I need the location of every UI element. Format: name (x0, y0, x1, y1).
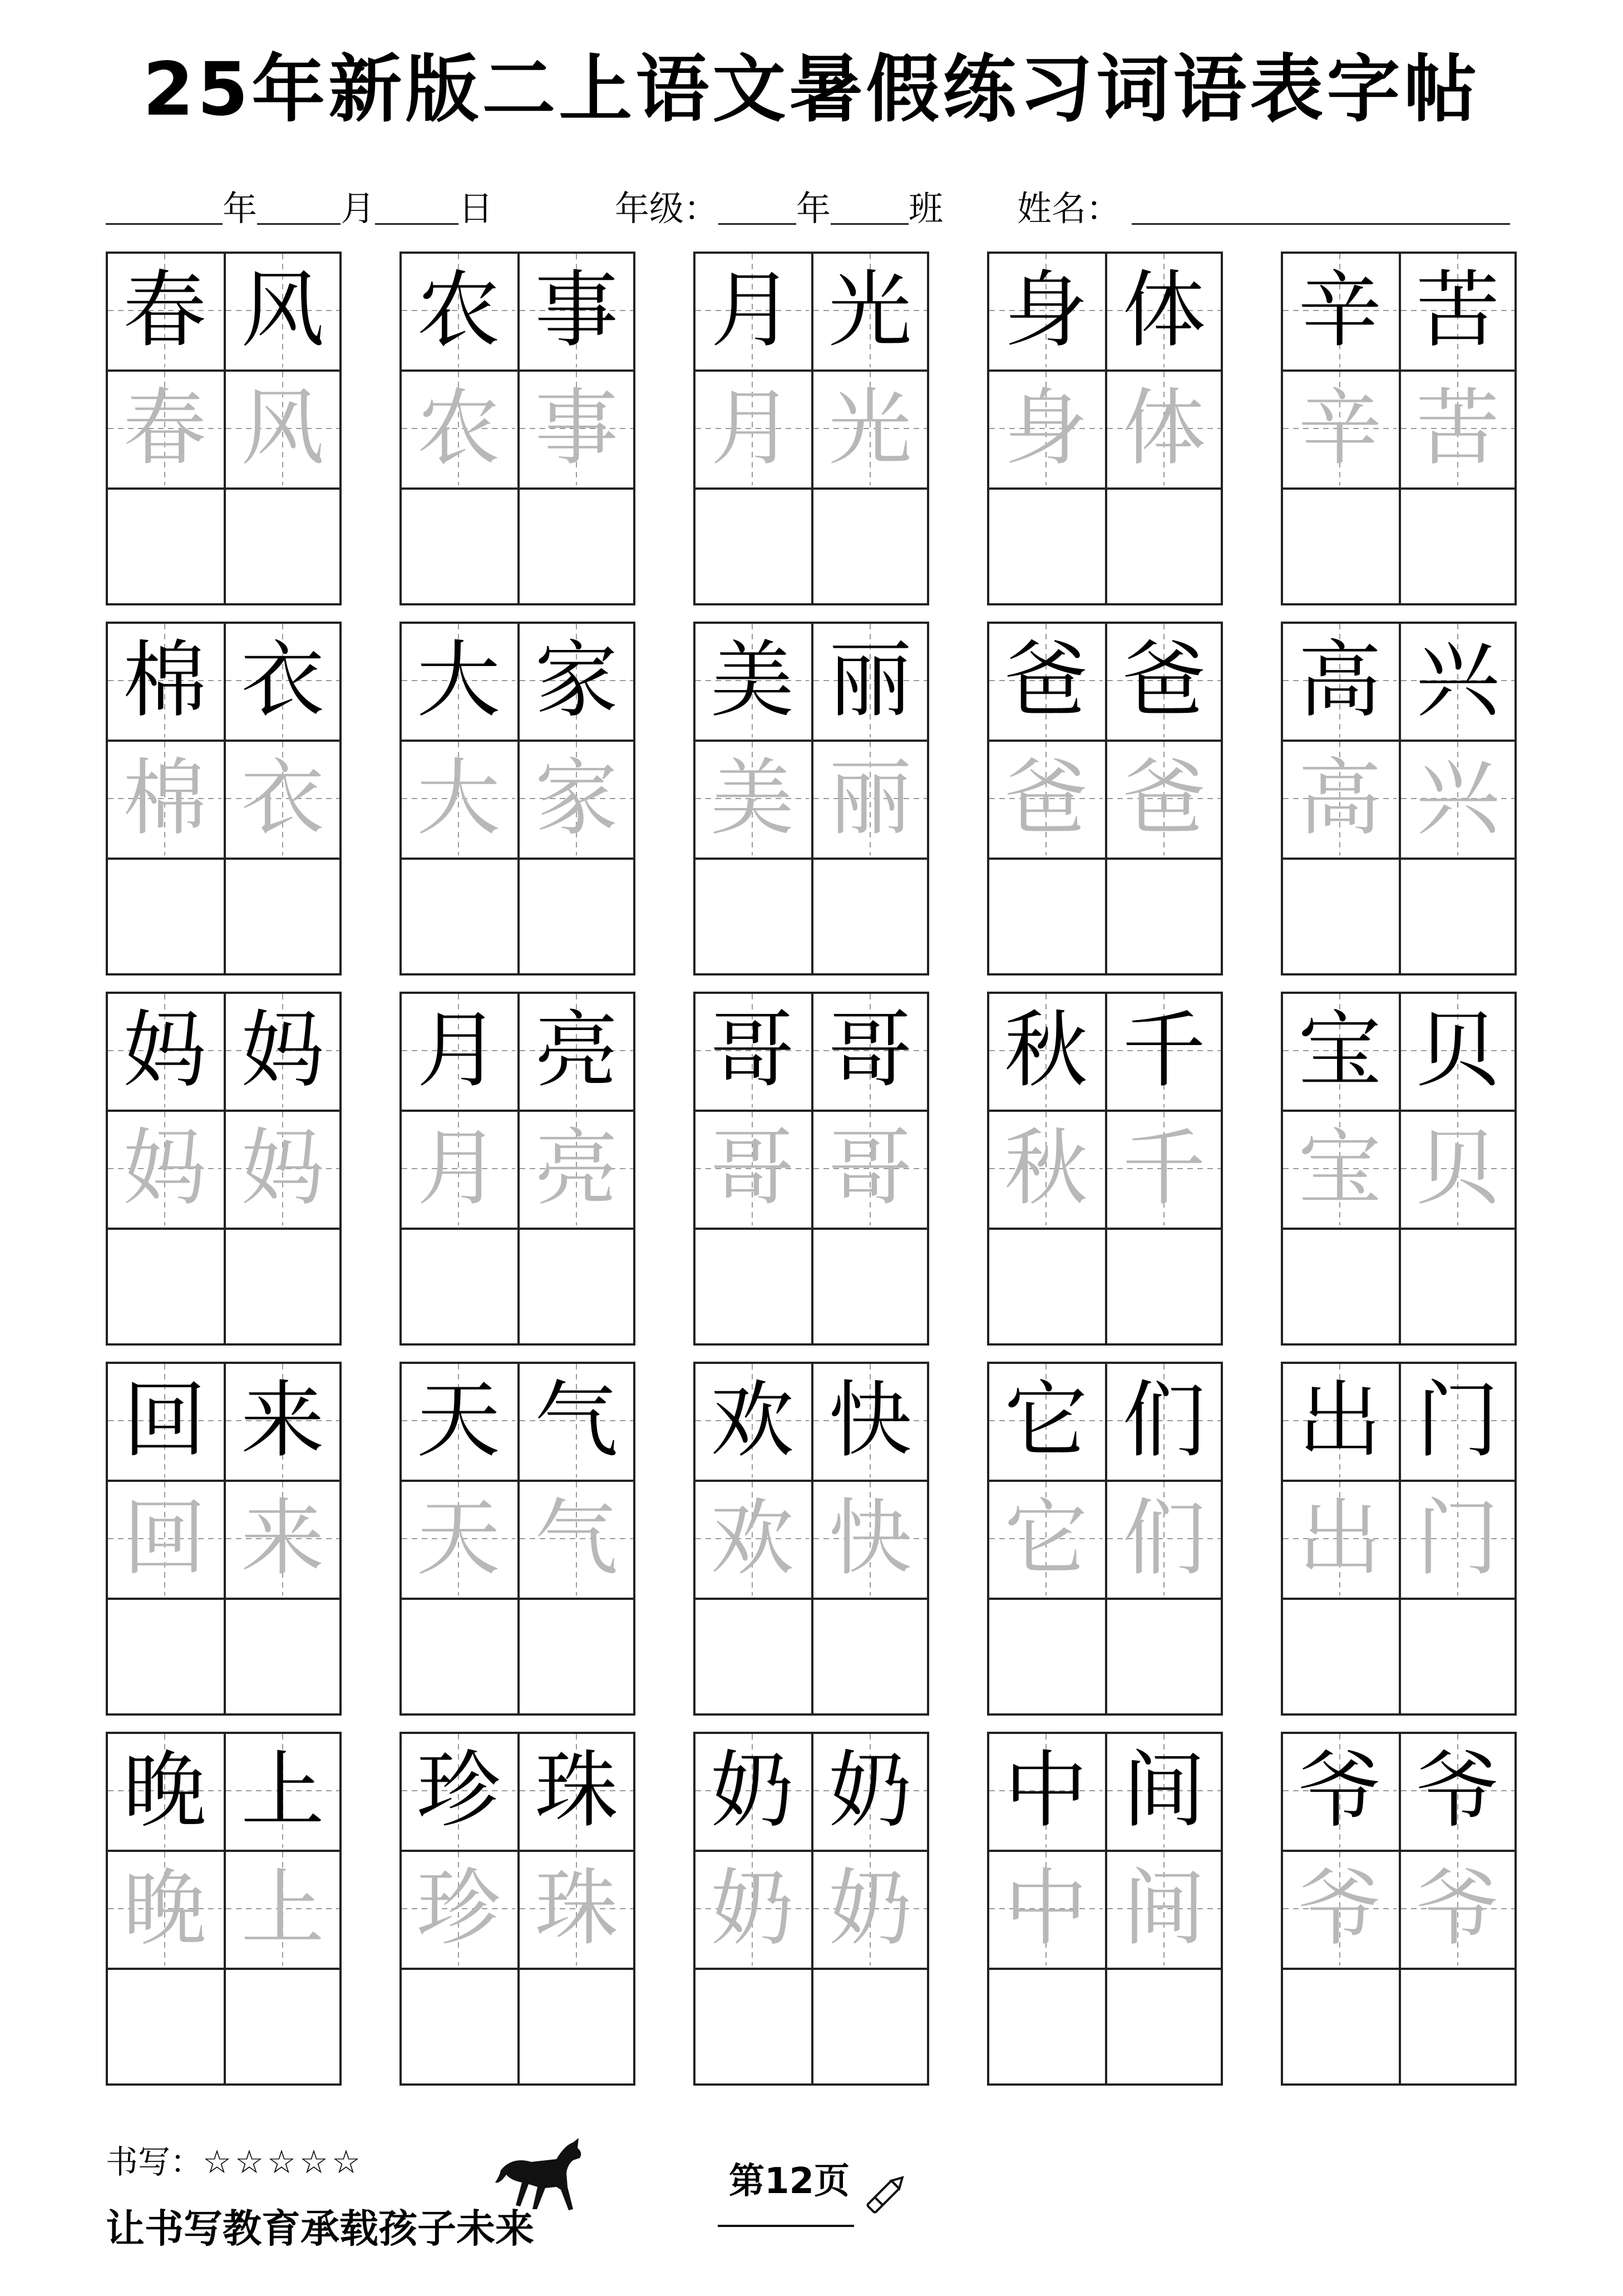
writing-cell[interactable] (399, 487, 520, 605)
trace-character: 珠 (534, 1860, 618, 1957)
trace-character: 奶 (828, 1860, 912, 1957)
trace-character: 晚 (122, 1860, 206, 1957)
year-label: 年 (223, 188, 258, 229)
writing-cell[interactable] (1105, 487, 1223, 605)
model-character: 门 (1415, 1372, 1499, 1469)
trace-character: 奶 (710, 1860, 794, 1957)
writing-cell[interactable] (1399, 858, 1517, 975)
model-character: 美 (710, 632, 794, 729)
writing-cell[interactable] (693, 858, 813, 975)
writing-cell[interactable] (399, 1968, 520, 2086)
writing-cell[interactable] (399, 1598, 520, 1716)
writing-cell[interactable] (517, 1228, 635, 1346)
writing-cell[interactable] (1399, 1968, 1517, 2086)
trace-character: 春 (122, 380, 206, 477)
model-character: 家 (534, 632, 618, 729)
writing-cell[interactable] (987, 858, 1107, 975)
writing-cell[interactable] (987, 1228, 1107, 1346)
writing-cell[interactable] (1281, 858, 1401, 975)
rating-row (106, 2140, 364, 2184)
writing-cell[interactable] (106, 1598, 226, 1716)
name-label: 姓名： (1017, 188, 1121, 229)
word-block (399, 252, 635, 605)
model-character: 大 (416, 632, 500, 729)
writing-cell[interactable] (987, 1598, 1107, 1716)
writing-cell[interactable] (1281, 487, 1401, 605)
writing-cell[interactable] (399, 858, 520, 975)
trace-character: 爷 (1298, 1860, 1382, 1957)
trace-character: 秋 (1004, 1120, 1088, 1217)
word-block (1281, 252, 1517, 605)
model-character: 它 (1004, 1372, 1088, 1469)
trace-character: 哥 (828, 1120, 912, 1217)
trace-character: 珍 (416, 1860, 500, 1957)
page-number-label: 第12页 (729, 2161, 850, 2202)
trace-character: 辛 (1298, 380, 1382, 477)
writing-cell[interactable] (1281, 1228, 1401, 1346)
rating-label: 书写： (106, 2143, 203, 2181)
trace-character: 们 (1122, 1490, 1206, 1587)
model-character: 爷 (1415, 1742, 1499, 1839)
trace-character: 宝 (1298, 1120, 1382, 1217)
writing-cell[interactable] (1281, 1598, 1401, 1716)
model-character: 月 (710, 262, 794, 359)
trace-character: 妈 (122, 1120, 206, 1217)
model-character: 中 (1004, 1742, 1088, 1839)
trace-character: 快 (828, 1490, 912, 1587)
rating-stars[interactable]: ☆☆☆☆☆ (203, 2143, 364, 2181)
word-block (1281, 1732, 1517, 2086)
name-blank[interactable] (1132, 186, 1510, 225)
trace-character: 苦 (1415, 380, 1499, 477)
trace-character: 兴 (1415, 750, 1499, 847)
trace-character: 月 (416, 1120, 500, 1217)
word-block (987, 1362, 1223, 1716)
word-block (106, 1732, 342, 2086)
writing-cell[interactable] (693, 1228, 813, 1346)
writing-cell[interactable] (693, 1598, 813, 1716)
writing-cell[interactable] (517, 1968, 635, 2086)
year-blank[interactable] (106, 186, 223, 225)
trace-character: 美 (710, 750, 794, 847)
model-character: 春 (122, 262, 206, 359)
model-character: 风 (240, 262, 324, 359)
word-block (693, 622, 929, 975)
model-character: 光 (828, 262, 912, 359)
writing-cell[interactable] (224, 487, 342, 605)
model-character: 体 (1122, 262, 1206, 359)
writing-cell[interactable] (1105, 1228, 1223, 1346)
word-block (987, 622, 1223, 975)
trace-character: 大 (416, 750, 500, 847)
model-character: 高 (1298, 632, 1382, 729)
model-character: 事 (534, 262, 618, 359)
model-character: 千 (1122, 1002, 1206, 1099)
trace-character: 出 (1298, 1490, 1382, 1587)
model-character: 欢 (710, 1372, 794, 1469)
writing-cell[interactable] (517, 1598, 635, 1716)
writing-cell[interactable] (987, 487, 1107, 605)
model-character: 妈 (122, 1002, 206, 1099)
word-block (693, 1732, 929, 2086)
trace-character: 衣 (240, 750, 324, 847)
model-character: 珍 (416, 1742, 500, 1839)
model-character: 爸 (1122, 632, 1206, 729)
model-character: 贝 (1415, 1002, 1499, 1099)
model-character: 奶 (828, 1742, 912, 1839)
word-block (1281, 992, 1517, 1346)
writing-cell[interactable] (399, 1228, 520, 1346)
model-character: 秋 (1004, 1002, 1088, 1099)
trace-character: 回 (122, 1490, 206, 1587)
trace-character: 中 (1004, 1860, 1088, 1957)
model-character: 哥 (710, 1002, 794, 1099)
model-character: 棉 (122, 632, 206, 729)
model-character: 衣 (240, 632, 324, 729)
page-title: 25年新版二上语文暑假练习词语表字帖 (142, 47, 1481, 132)
writing-cell[interactable] (224, 1598, 342, 1716)
word-block (106, 252, 342, 605)
model-character: 天 (416, 1372, 500, 1469)
grade-line (615, 186, 943, 231)
model-character: 哥 (828, 1002, 912, 1099)
word-block (106, 622, 342, 975)
trace-character: 月 (710, 380, 794, 477)
name-line (1017, 186, 1510, 231)
trace-character: 贝 (1415, 1120, 1499, 1217)
writing-cell[interactable] (1105, 858, 1223, 975)
writing-cell[interactable] (1399, 487, 1517, 605)
trace-character: 丽 (828, 750, 912, 847)
model-character: 们 (1122, 1372, 1206, 1469)
model-character: 奶 (710, 1742, 794, 1839)
model-character: 农 (416, 262, 500, 359)
model-character: 间 (1122, 1742, 1206, 1839)
model-character: 出 (1298, 1372, 1382, 1469)
trace-character: 爸 (1004, 750, 1088, 847)
writing-cell[interactable] (693, 1968, 813, 2086)
model-character: 丽 (828, 632, 912, 729)
model-character: 月 (416, 1002, 500, 1099)
model-character: 快 (828, 1372, 912, 1469)
writing-cell[interactable] (693, 487, 813, 605)
grade-class-blank[interactable] (831, 186, 909, 225)
word-block (106, 992, 342, 1346)
writing-cell[interactable] (811, 858, 929, 975)
model-character: 亮 (534, 1002, 618, 1099)
trace-character: 门 (1415, 1490, 1499, 1587)
writing-cell[interactable] (1399, 1598, 1517, 1716)
model-character: 辛 (1298, 262, 1382, 359)
model-character: 兴 (1415, 632, 1499, 729)
grade-label: 年级： (615, 188, 719, 229)
word-block (693, 1362, 929, 1716)
grade-year-blank[interactable] (718, 186, 796, 225)
model-character: 珠 (534, 1742, 618, 1839)
model-character: 爸 (1004, 632, 1088, 729)
writing-cell[interactable] (106, 1968, 226, 2086)
writing-cell[interactable] (224, 1968, 342, 2086)
model-character: 苦 (1415, 262, 1499, 359)
word-block (693, 252, 929, 605)
trace-character: 千 (1122, 1120, 1206, 1217)
word-block (987, 252, 1223, 605)
trace-character: 农 (416, 380, 500, 477)
word-block (399, 992, 635, 1346)
writing-cell[interactable] (811, 1228, 929, 1346)
model-character: 妈 (240, 1002, 324, 1099)
slogan-text: 让书写教育承载孩子未来 (106, 2206, 534, 2251)
model-character: 宝 (1298, 1002, 1382, 1099)
trace-character: 棉 (122, 750, 206, 847)
trace-character: 爸 (1122, 750, 1206, 847)
writing-cell[interactable] (106, 858, 226, 975)
trace-character: 气 (534, 1490, 618, 1587)
trace-character: 身 (1004, 380, 1088, 477)
date-line (106, 186, 493, 231)
model-character: 回 (122, 1372, 206, 1469)
model-character: 晚 (122, 1742, 206, 1839)
writing-cell[interactable] (987, 1968, 1107, 2086)
trace-character: 上 (240, 1860, 324, 1957)
trace-character: 它 (1004, 1490, 1088, 1587)
word-block (399, 1732, 635, 2086)
trace-character: 欢 (710, 1490, 794, 1587)
model-character: 上 (240, 1742, 324, 1839)
writing-cell[interactable] (517, 487, 635, 605)
day-blank[interactable] (375, 186, 458, 225)
trace-character: 哥 (710, 1120, 794, 1217)
trace-character: 间 (1122, 1860, 1206, 1957)
writing-cell[interactable] (811, 1598, 929, 1716)
model-character: 爷 (1298, 1742, 1382, 1839)
trace-character: 体 (1122, 380, 1206, 477)
writing-cell[interactable] (1105, 1968, 1223, 2086)
writing-cell[interactable] (1399, 1228, 1517, 1346)
model-character: 气 (534, 1372, 618, 1469)
trace-character: 家 (534, 750, 618, 847)
month-blank[interactable] (257, 186, 341, 225)
word-block (693, 992, 929, 1346)
model-character: 来 (240, 1372, 324, 1469)
writing-cell[interactable] (224, 1228, 342, 1346)
writing-cell[interactable] (1105, 1598, 1223, 1716)
word-block (399, 1362, 635, 1716)
grade-class-label: 班 (909, 188, 944, 229)
page-number (729, 2159, 850, 2204)
word-block (399, 622, 635, 975)
writing-cell[interactable] (106, 487, 226, 605)
trace-character: 亮 (534, 1120, 618, 1217)
trace-character: 来 (240, 1490, 324, 1587)
grade-year-label: 年 (796, 188, 831, 229)
month-label: 月 (341, 188, 376, 229)
writing-cell[interactable] (1281, 1968, 1401, 2086)
pen-icon (854, 2165, 915, 2226)
trace-character: 高 (1298, 750, 1382, 847)
trace-character: 光 (828, 380, 912, 477)
page-number-underline (718, 2225, 854, 2227)
day-label: 日 (458, 188, 494, 229)
word-block (987, 1732, 1223, 2086)
writing-cell[interactable] (106, 1228, 226, 1346)
slogan (106, 2201, 534, 2256)
trace-character: 风 (240, 380, 324, 477)
writing-cell[interactable] (811, 487, 929, 605)
writing-cell[interactable] (811, 1968, 929, 2086)
writing-cell[interactable] (224, 858, 342, 975)
word-block (1281, 622, 1517, 975)
trace-character: 天 (416, 1490, 500, 1587)
model-character: 身 (1004, 262, 1088, 359)
writing-cell[interactable] (517, 858, 635, 975)
trace-character: 妈 (240, 1120, 324, 1217)
trace-character: 爷 (1415, 1860, 1499, 1957)
word-block (106, 1362, 342, 1716)
word-block (987, 992, 1223, 1346)
word-block (1281, 1362, 1517, 1716)
trace-character: 事 (534, 380, 618, 477)
